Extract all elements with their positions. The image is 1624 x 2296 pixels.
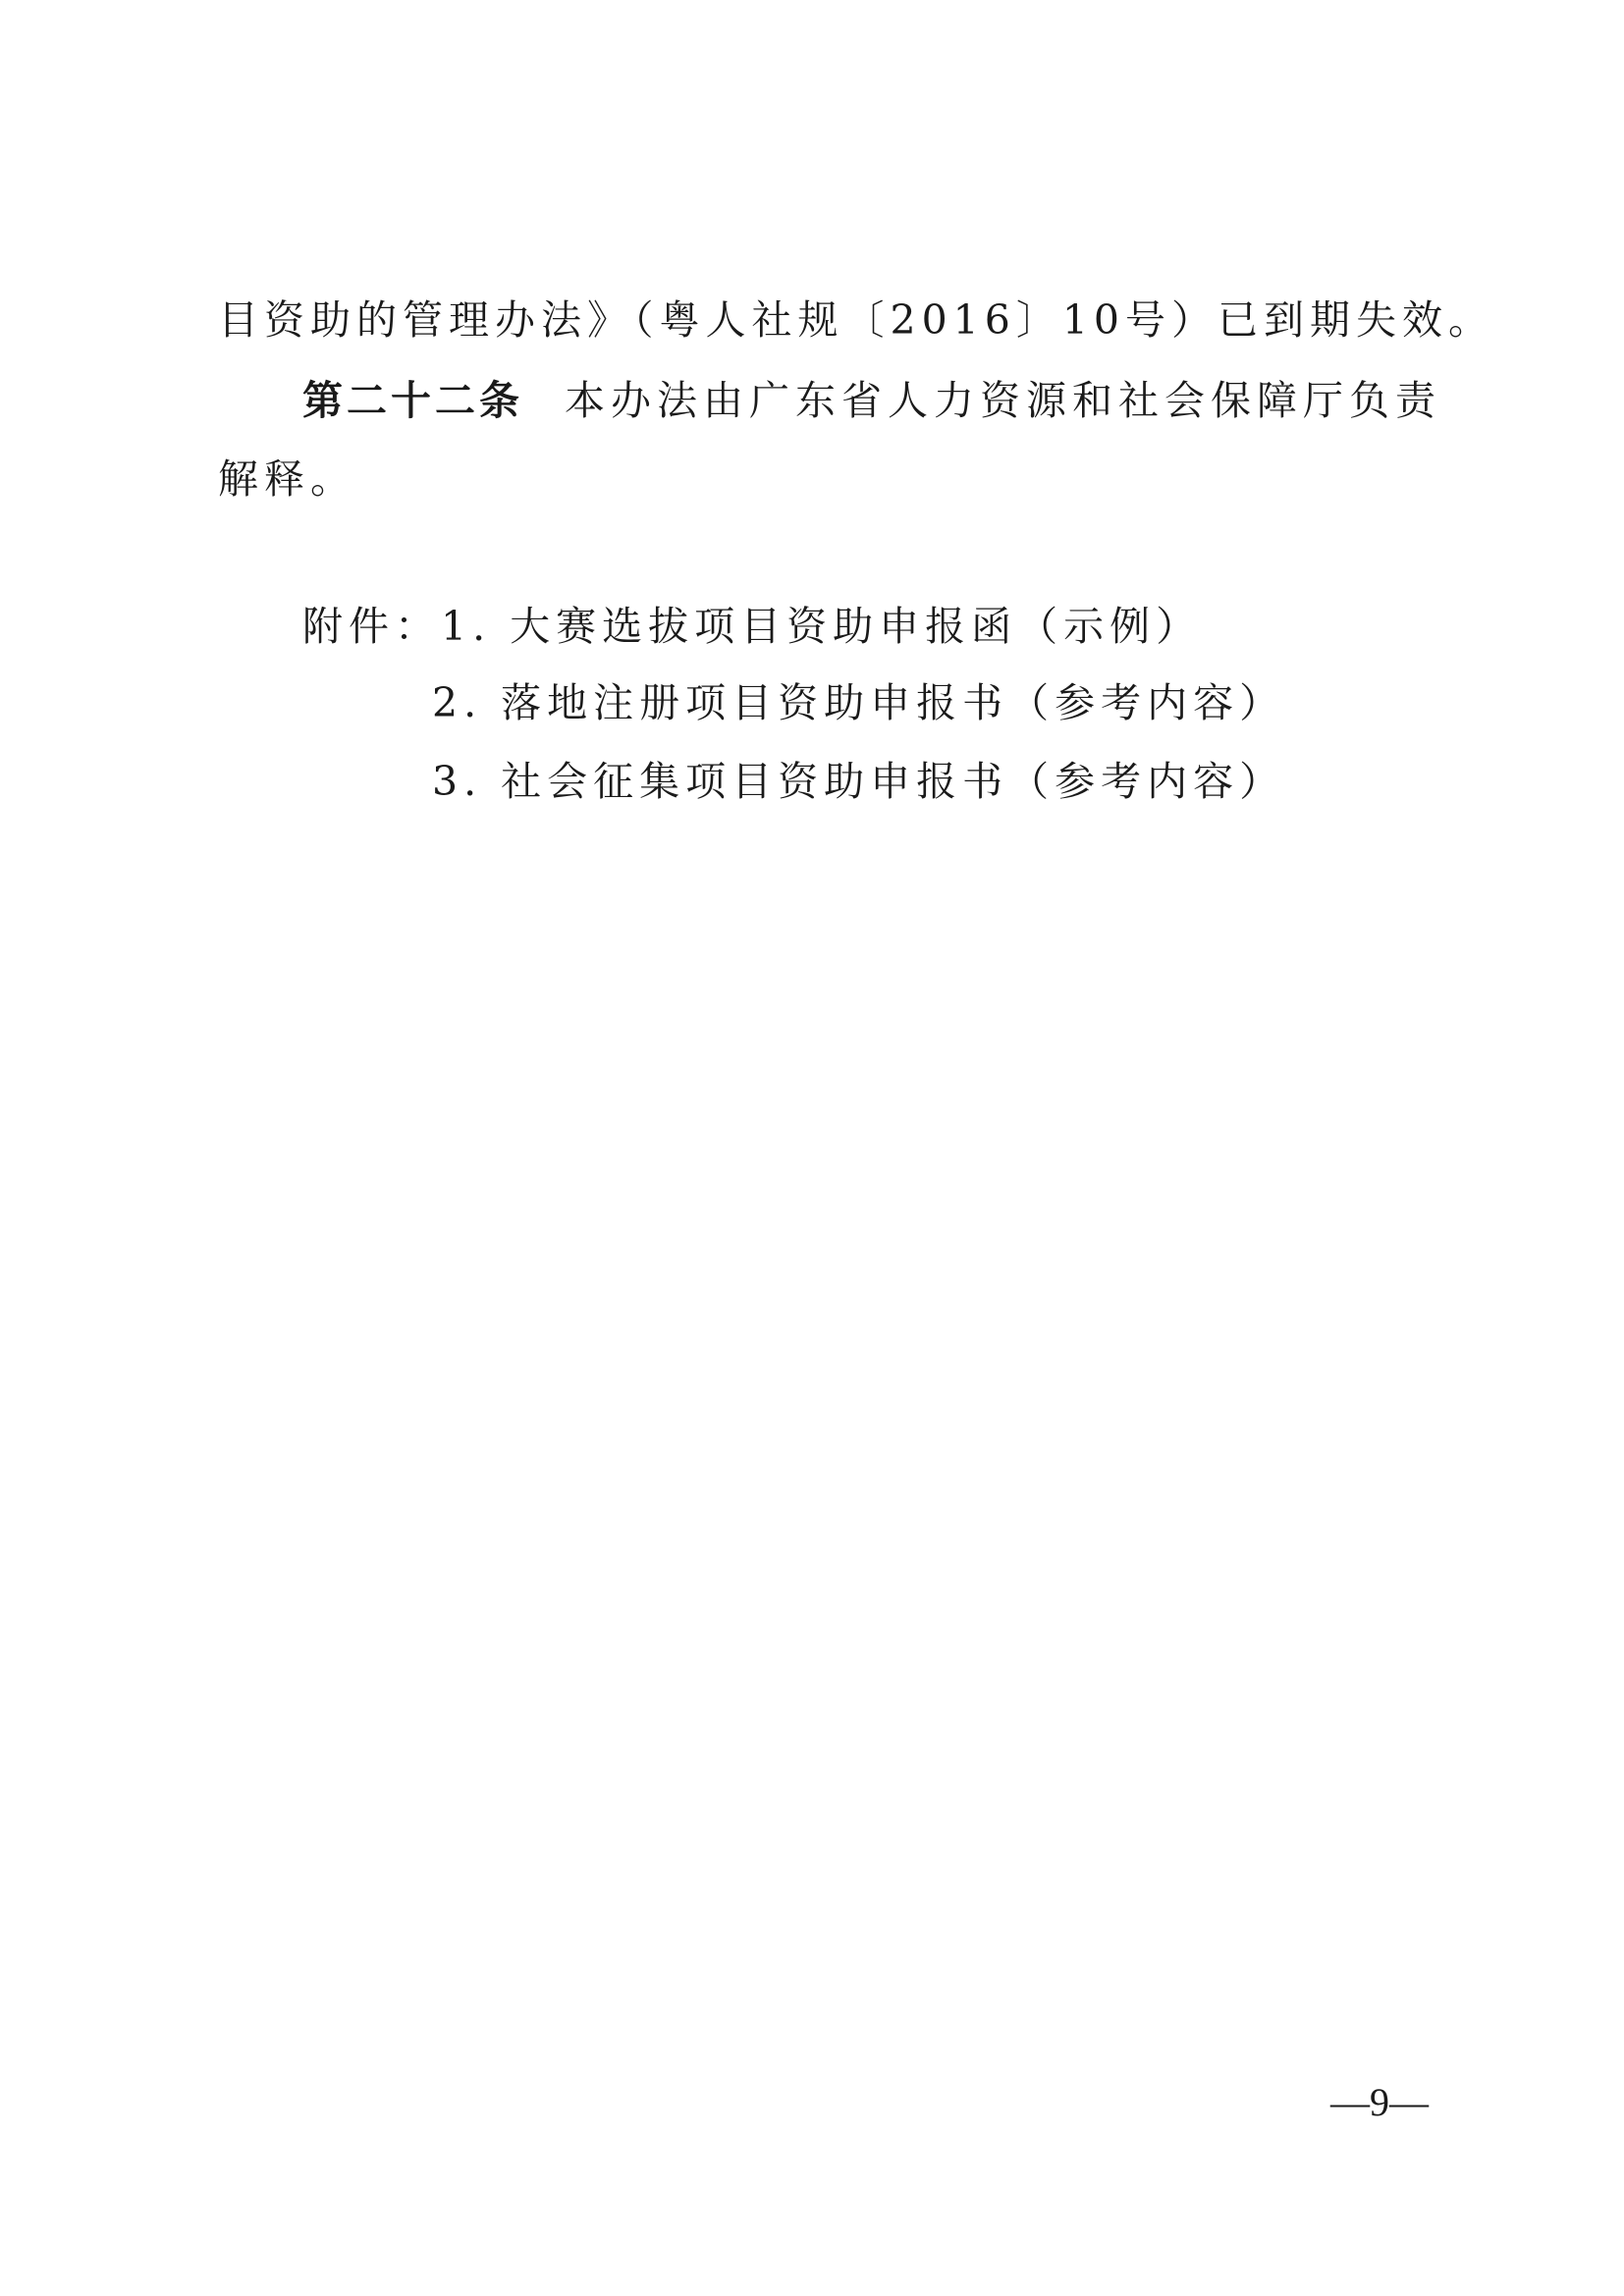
article-number-label: 第二十二条 [302, 377, 523, 424]
attachment-item-2: 2. 落地注册项目资助申报书（参考内容） [432, 679, 1286, 726]
article-text-continuation: 解释。 [218, 455, 356, 503]
attachment-item-3: 3. 社会征集项目资助申报书（参考内容） [432, 758, 1286, 805]
article-text: 本办法由广东省人力资源和社会保障厅负责 [565, 377, 1441, 424]
page-number: —9— [1330, 2080, 1429, 2124]
attachment-item-1: 附件：1. 大赛选拔项目资助申报函（示例） [302, 603, 1203, 650]
article-22-line [302, 371, 1441, 430]
body-text-line: 目资助的管理办法》（粤人社规〔2016〕10号）已到期失效。 [218, 296, 1495, 344]
